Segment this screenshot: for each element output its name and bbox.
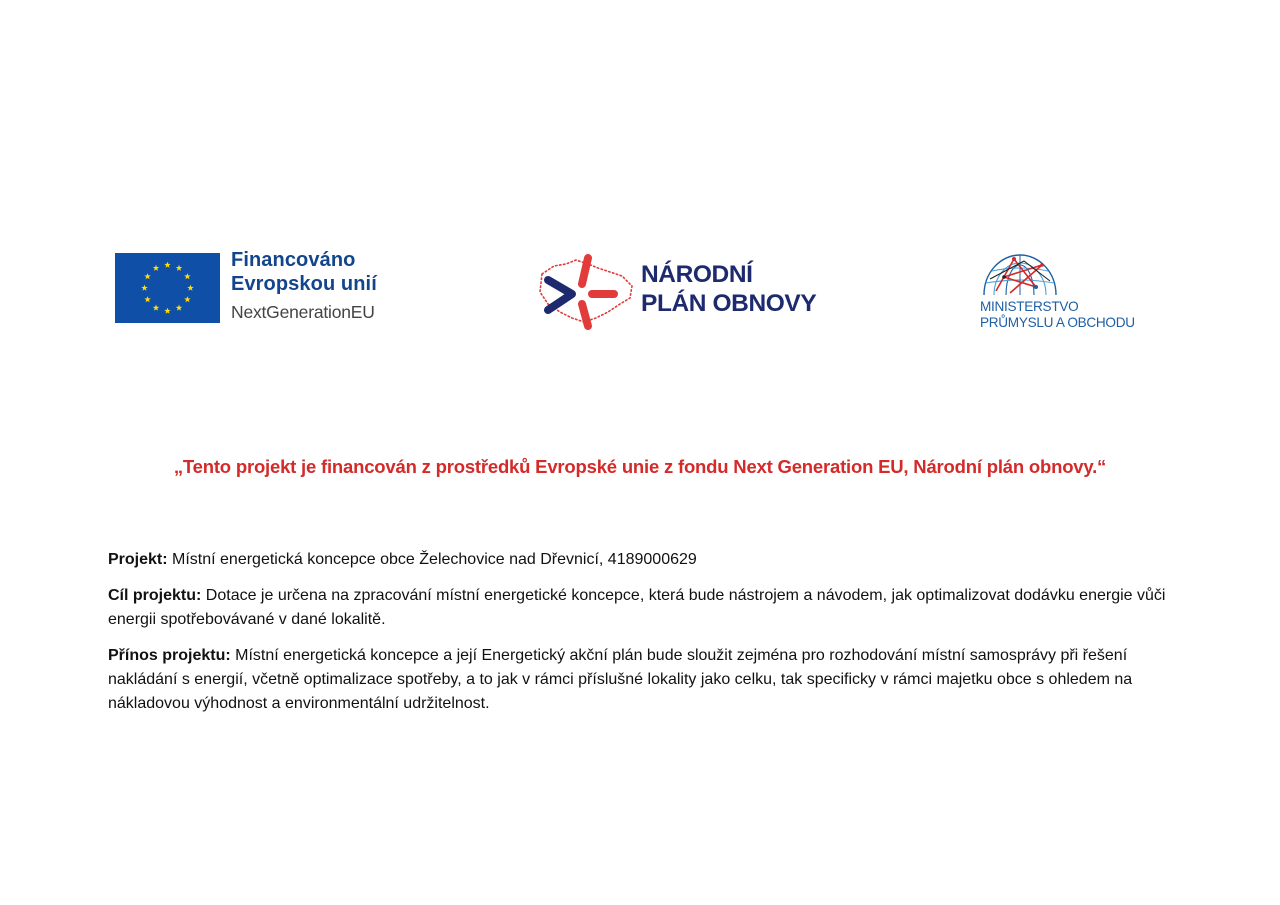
funding-statement: „Tento projekt je financován z prostředků Evropské unie z fondu Next Generation EU, Národní plán obnovy.“ — [173, 456, 1107, 477]
project-name-value: Místní energetická koncepce obce Želechovice nad Dřevnicí, 4189000629 — [167, 551, 697, 568]
mpo-logo-text — [980, 300, 1135, 332]
npo-logo-line2: PLÁN OBNOVY — [641, 290, 817, 317]
npo-logo — [536, 252, 836, 334]
npo-map-mark-icon — [536, 252, 636, 332]
mpo-logo — [978, 249, 1158, 335]
npo-logo-line1: NÁRODNÍ — [641, 261, 753, 288]
project-info — [108, 548, 1176, 728]
eu-logo-text — [231, 250, 406, 322]
eu-funding-logo — [115, 249, 405, 327]
project-name-label: Projekt: — [108, 551, 168, 568]
mpo-logo-line2: PRŮMYSLU A OBCHODU — [980, 315, 1135, 330]
eu-logo-line3: NextGenerationEU — [231, 302, 375, 322]
project-name-paragraph — [108, 548, 1176, 572]
mpo-globe-icon — [980, 251, 1060, 297]
eu-flag-icon — [115, 253, 220, 323]
npo-logo-text — [641, 263, 816, 321]
project-goal-paragraph — [108, 584, 1176, 632]
project-benefit-paragraph — [108, 644, 1176, 716]
eu-logo-line1: Financováno — [231, 249, 356, 271]
project-benefit-value: Místní energetická koncepce a její Energetický akční plán bude sloužit zejména pro rozhodování místní samosprávy při řešení nakládání s energií, včetně optimalizace spotřeby, a to jak v rámci příslušné lokality jako celku, tak specificky v rámci majetku obce s ohledem na nákladovou výhodnost a environmentální udržitelnost. — [108, 647, 1133, 712]
project-goal-value: Dotace je určena na zpracování místní energetické koncepce, která bude nástrojem a návodem, jak optimalizovat dodávku energie vůči energii spotřebovávané v dané lokalitě. — [108, 587, 1166, 628]
eu-logo-line2: Evropskou unií — [231, 273, 377, 295]
project-benefit-label: Přínos projektu: — [108, 647, 231, 664]
project-goal-label: Cíl projektu: — [108, 587, 202, 604]
mpo-logo-line1: MINISTERSTVO — [980, 299, 1079, 314]
